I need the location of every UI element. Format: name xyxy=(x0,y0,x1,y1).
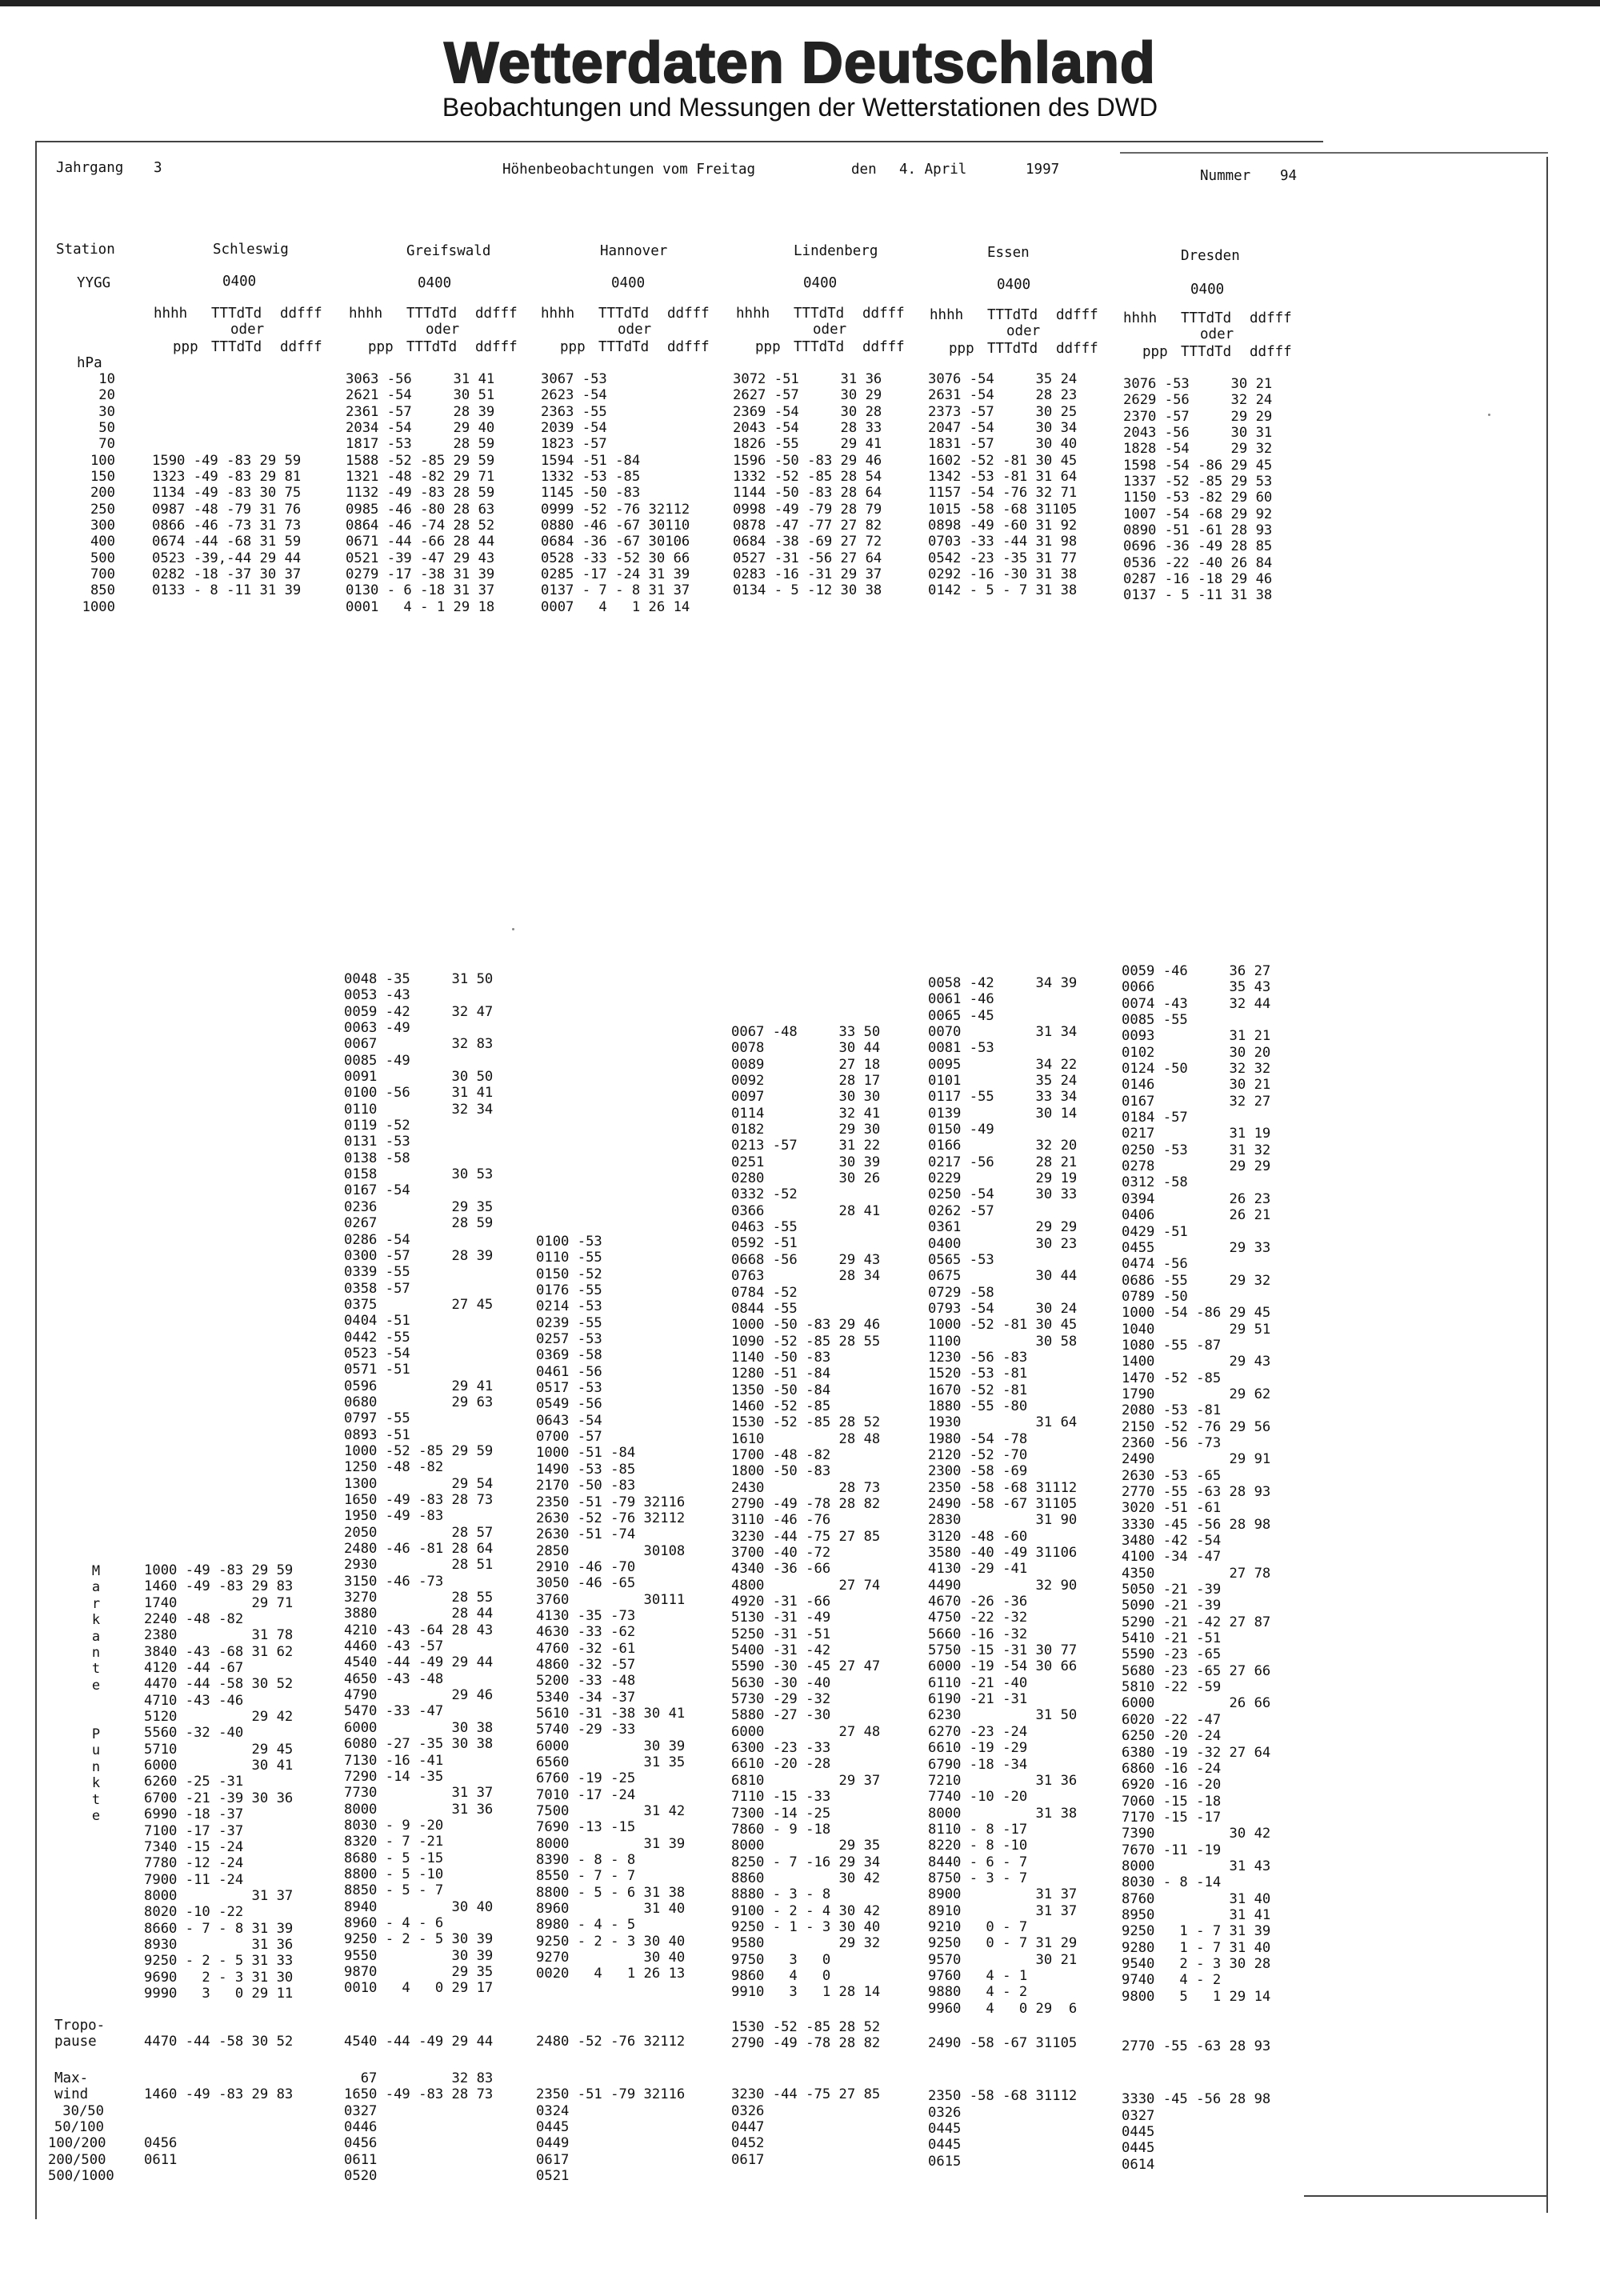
header-ppp: ppp xyxy=(1142,344,1168,360)
frame-right-border xyxy=(1546,157,1548,2213)
report-title: Höhenbeobachtungen vom Freitag xyxy=(502,162,756,178)
maxwind-essen: 2350 -58 -68 31112 0326 0445 0445 0615 xyxy=(928,2088,1078,2170)
nummer-value: 94 xyxy=(1280,168,1298,184)
header-ddfff: ddfff xyxy=(667,306,710,322)
header-ddfff-alt: ddfff xyxy=(475,339,518,355)
station-name-hannover: Hannover xyxy=(600,243,668,259)
tropo-label-2: pause xyxy=(54,2034,97,2050)
speck-mark xyxy=(512,928,514,930)
maxwind-label-2: wind xyxy=(54,2086,89,2102)
header-ttt: TTTdTd xyxy=(598,306,650,322)
header-ddfff: ddfff xyxy=(280,306,322,322)
station-time-hannover: 0400 xyxy=(611,275,646,291)
significant-hannover: 0100 -53 0110 -55 0150 -52 0176 -55 0214 -53 0239 -55 0257 -53 0369 -58 0461 -56 0517 -53 0549 -56 0643 -54 0700 -57 1000 -51 -84 1490 -53 -85 2170 -50 -83 2350 -51 -79 32116 2630 -52 -76 32112 2630 -51 -74 2850 30108 2910 -46 -70 3050 -46 -65 3760 30111 4130 -35 -73 4630 -33 -62 4760 -32 -61 4860 -32 -57 5200 -33 -48 5340 -34 -37 5610 -31 -38 30 41 5740 -29 -33 6000 30 39 6560 31 35 6760 -19 -25 7010 -17 -24 7500 31 42 7690 -13 -15 8000 31 39 8390 - 8 - 8 8550 - 7 - 7 8800 - 5 - 6 31 38 8960 31 40 8980 - 4 - 5 9250 - 2 - 3 30 40 9270 30 40 0020 4 1 26 13 xyxy=(536,1234,686,1982)
maxwind-lindenberg: 3230 -44 -75 27 85 0326 0447 0452 0617 xyxy=(731,2086,881,2168)
header-ddfff-alt: ddfff xyxy=(280,339,322,355)
header-oder: oder xyxy=(813,322,847,338)
header-oder: oder xyxy=(618,322,652,338)
header-ddfff: ddfff xyxy=(1250,310,1292,326)
header-ttt-alt: TTTdTd xyxy=(1181,344,1232,360)
header-ttt-alt: TTTdTd xyxy=(794,339,845,355)
standard-schleswig: 1590 -49 -83 29 59 1323 -49 -83 29 81 1134 -49 -83 30 75 0987 -48 -79 31 76 0866 -46 -73 31 73 0674 -44 -68 31 59 0523 -39,-44 29 44 0282 -18 -37 30 37 0133 - 8 -11 31 39 xyxy=(152,452,302,599)
header-ttt-alt: TTTdTd xyxy=(987,341,1038,357)
station-name-greifswald: Greifswald xyxy=(406,243,491,259)
report-year: 1997 xyxy=(1026,162,1060,178)
jahrgang-label: Jahrgang xyxy=(56,160,124,176)
header-ddfff-alt: ddfff xyxy=(862,339,905,355)
header-oder: oder xyxy=(1006,323,1041,339)
significant-lindenberg: 0067 -48 33 50 0078 30 44 0089 27 18 0092 28 17 0097 30 30 0114 32 41 0182 29 30 0213 -57 31 22 0251 30 39 0280 30 26 0332 -52 0366 28 41 0463 -55 0592 -51 0668 -56 29 43 0763 28 34 0784 -52 0844 -55 1000 -50 -83 29 46 1090 -52 -85 28 55 1140 -50 -83 1280 -51 -84 1350 -50 -84 1460 -52 -85 1530 -52 -85 28 52 1610 28 48 1700 -48 -82 1800 -50 -83 2430 28 73 2790 -49 -78 28 82 3110 -46 -76 3230 -44 -75 27 85 3700 -40 -72 4340 -36 -66 4800 27 74 4920 -31 -66 5130 -31 -49 5250 -31 -51 5400 -31 -42 5590 -30 -45 27 47 5630 -30 -40 5730 -29 -32 5880 -27 -30 6000 27 48 6300 -23 -33 6610 -20 -28 6810 29 37 7110 -15 -33 7300 -14 -25 7860 - 9 -18 8000 29 35 8250 - 7 -16 29 34 8860 30 42 8880 - 3 - 8 9100 - 2 - 4 30 42 9250 - 1 - 3 30 40 9580 29 32 9750 3 0 9860 4 0 9910 3 1 28 14 xyxy=(731,1024,881,2001)
frame-top-border-right xyxy=(1120,152,1548,154)
tropopause-essen: 2490 -58 -67 31105 xyxy=(928,2035,1078,2051)
header-oder: oder xyxy=(1200,326,1234,342)
header-ddfff: ddfff xyxy=(1056,307,1098,323)
speck-mark xyxy=(1488,414,1490,416)
header-ppp: ppp xyxy=(755,339,781,355)
tropopause-lindenberg: 1530 -52 -85 28 52 2790 -49 -78 28 82 xyxy=(731,2019,881,2052)
header-ddfff-alt: ddfff xyxy=(667,339,710,355)
significant-dresden: 0059 -46 36 27 0066 35 43 0074 -43 32 44 0085 -55 0093 31 21 0102 30 20 0124 -50 32 32 0146 30 21 0167 32 27 0184 -57 0217 31 19 0250 -53 31 32 0278 29 29 0312 -58 0394 26 23 0406 26 21 0429 -51 0455 29 33 0474 -56 0686 -55 29 32 0789 -50 1000 -54 -86 29 45 1040 29 51 1080 -55 -87 1400 29 43 1470 -52 -85 1790 29 62 2080 -53 -81 2150 -52 -76 29 56 2360 -56 -73 2490 29 91 2630 -53 -65 2770 -55 -63 28 93 3020 -51 -61 3330 -45 -56 28 98 3480 -42 -54 4100 -34 -47 4350 27 78 5050 -21 -39 5090 -21 -39 5290 -21 -42 27 87 5410 -21 -51 5590 -23 -65 5680 -23 -65 27 66 5810 -22 -59 6000 26 66 6020 -22 -47 6250 -20 -24 6380 -19 -32 27 64 6860 -16 -24 6920 -16 -20 7060 -15 -18 7170 -15 -17 7390 30 42 7670 -11 -19 8000 31 43 8030 - 8 -14 8760 31 40 8950 31 41 9250 1 - 7 31 39 9280 1 - 7 31 40 9540 2 - 3 30 28 9740 4 - 2 9800 5 1 29 14 xyxy=(1122,963,1271,2005)
significant-greifswald: 0048 -35 31 50 0053 -43 0059 -42 32 47 0063 -49 0067 32 83 0085 -49 0091 30 50 0100 -56 31 41 0110 32 34 0119 -52 0131 -53 0138 -58 0158 30 53 0167 -54 0236 29 35 0267 28 59 0286 -54 0300 -57 28 39 0339 -55 0358 -57 0375 27 45 0404 -51 0442 -55 0523 -54 0571 -51 0596 29 41 0680 29 63 0797 -55 0893 -51 1000 -52 -85 29 59 1250 -48 -82 1300 29 54 1650 -49 -83 28 73 1950 -49 -83 2050 28 57 2480 -46 -81 28 64 2930 28 51 3150 -46 -73 3270 28 55 3880 28 44 4210 -43 -64 28 43 4460 -43 -57 4540 -44 -49 29 44 4650 -43 -48 4790 29 46 5470 -33 -47 6000 30 38 6080 -27 -35 30 38 7130 -16 -41 7290 -14 -35 7730 31 37 8000 31 36 8030 - 9 -20 8320 - 7 -21 8680 - 5 -15 8800 - 5 -10 8850 - 5 - 7 8940 30 40 8960 - 4 - 6 9250 - 2 - 5 30 39 9550 30 39 9870 29 35 0010 4 0 29 17 xyxy=(344,971,494,1997)
header-ttt: TTTdTd xyxy=(211,306,262,322)
header-ttt-alt: TTTdTd xyxy=(598,339,650,355)
nummer-label: Nummer xyxy=(1200,168,1251,184)
tropopause-hannover: 2480 -52 -76 32112 xyxy=(536,2034,686,2050)
standard-greifswald: 3063 -56 31 41 2621 -54 30 51 2361 -57 28 39 2034 -54 29 40 1817 -53 28 59 1588 -52 -85 29 59 1321 -48 -82 29 71 1132 -49 -83 28 59 0985 -46 -80 28 63 0864 -46 -74 28 52 0671 -44 -66 28 44 0521 -39 -47 29 43 0279 -17 -38 31 39 0130 - 6 -18 31 37 0001 4 - 1 29 18 xyxy=(346,371,495,615)
station-time-schleswig: 0400 xyxy=(222,274,257,290)
significant-essen: 0058 -42 34 39 0061 -46 0065 -45 0070 31 34 0081 -53 0095 34 22 0101 35 24 0117 -55 33 34 0139 30 14 0150 -49 0166 32 20 0217 -56 28 21 0229 29 19 0250 -54 30 33 0262 -57 0361 29 29 0400 30 23 0565 -53 0675 30 44 0729 -58 0793 -54 30 24 1000 -52 -81 30 45 1100 30 58 1230 -56 -83 1520 -53 -81 1670 -52 -81 1880 -55 -80 1930 31 64 1980 -54 -78 2120 -52 -70 2300 -58 -69 2350 -58 -68 31112 2490 -58 -67 31105 2830 31 90 3120 -48 -60 3580 -40 -49 31106 4130 -29 -41 4490 32 90 4670 -26 -36 4750 -22 -32 5660 -16 -32 5750 -15 -31 30 77 6000 -19 -54 30 66 6110 -21 -40 6190 -21 -31 6230 31 50 6270 -23 -24 6610 -19 -29 6790 -18 -34 7210 31 36 7740 -10 -20 8000 31 38 8110 - 8 -17 8220 - 8 -10 8440 - 6 - 7 8750 - 3 - 7 8900 31 37 8910 31 37 9210 0 - 7 9250 0 - 7 31 29 9570 30 21 9760 4 - 1 9880 4 - 2 9960 4 0 29 6 xyxy=(928,975,1078,2017)
station-time-dresden: 0400 xyxy=(1190,282,1225,298)
top-border-line xyxy=(0,0,1600,6)
den-label: den xyxy=(851,162,877,178)
maxwind-hannover: 2350 -51 -79 32116 0324 0445 0449 0617 0521 xyxy=(536,2086,686,2185)
station-time-greifswald: 0400 xyxy=(418,275,452,291)
hpa-label: hPa xyxy=(77,355,102,371)
jahrgang-value: 3 xyxy=(154,160,162,176)
frame-left-border xyxy=(35,141,37,2219)
header-ttt: TTTdTd xyxy=(406,306,458,322)
header-ddfff: ddfff xyxy=(475,306,518,322)
frame-top-border xyxy=(35,141,1323,142)
header-oder: oder xyxy=(426,322,460,338)
page-title: Wetterdaten Deutschland xyxy=(444,31,1156,95)
header-ttt: TTTdTd xyxy=(794,306,845,322)
header-ddfff-alt: ddfff xyxy=(1056,341,1098,357)
punkte-label: Punkte xyxy=(91,1726,101,1825)
page-subtitle: Beobachtungen und Messungen der Wetterstationen des DWD xyxy=(442,93,1158,122)
tropopause-schleswig: 4470 -44 -58 30 52 xyxy=(144,2034,294,2050)
standard-lindenberg: 3072 -51 31 36 2627 -57 30 29 2369 -54 30 28 2043 -54 28 33 1826 -55 29 41 1596 -50 -83 29 46 1332 -52 -85 28 54 1144 -50 -83 28 64 0998 -49 -79 28 79 0878 -47 -77 27 82 0684 -38 -69 27 72 0527 -31 -56 27 64 0283 -16 -31 29 37 0134 - 5 -12 30 38 xyxy=(733,371,882,599)
header-ttt: TTTdTd xyxy=(1181,310,1232,326)
station-name-essen: Essen xyxy=(987,245,1030,261)
header-ttt-alt: TTTdTd xyxy=(406,339,458,355)
pressure-level-column: 10 20 30 50 70 100 150 200 250 300 400 500 700 850 1000 xyxy=(82,371,115,615)
yygg-label: YYGG xyxy=(77,275,111,291)
significant-schleswig: 1000 -49 -83 29 59 1460 -49 -83 29 83 1740 29 71 2240 -48 -82 2380 31 78 3840 -43 -68 31 62 4120 -44 -67 4470 -44 -58 30 52 4710 -43 -46 5120 29 42 5560 -32 -40 5710 29 45 6000 30 41 6260 -25 -31 6700 -21 -39 30 36 6990 -18 -37 7100 -17 -37 7340 -15 -24 7780 -12 -24 7900 -11 -24 8000 31 37 8020 -10 -22 8660 - 7 - 8 31 39 8930 31 36 9250 - 2 - 5 31 33 9690 2 - 3 31 30 9990 3 0 29 11 xyxy=(144,1562,294,2002)
markante-label: Markante xyxy=(91,1563,101,1694)
tropo-label-1: Tropo- xyxy=(54,2018,106,2034)
station-time-essen: 0400 xyxy=(997,277,1031,293)
header-hhhh: hhhh xyxy=(736,306,770,322)
station-time-lindenberg: 0400 xyxy=(803,275,838,291)
maxwind-greifswald: 67 32 83 1650 -49 -83 28 73 0327 0446 0456 0611 0520 xyxy=(344,2070,494,2185)
header-ttt-alt: TTTdTd xyxy=(211,339,262,355)
header-ppp: ppp xyxy=(949,341,974,357)
standard-hannover: 3067 -53 2623 -54 2363 -55 2039 -54 1823 -57 1594 -51 -84 1332 -53 -85 1145 -50 -83 0999 -52 -76 32112 0880 -46 -67 30110 0684 -36 -67 30106 0528 -33 -52 30 66 0285 -17 -24 31 39 0137 - 7 - 8 31 37 0007 4 1 26 14 xyxy=(541,371,690,615)
header-hhhh: hhhh xyxy=(541,306,575,322)
tropopause-dresden: 2770 -55 -63 28 93 xyxy=(1122,2038,1271,2054)
header-ttt: TTTdTd xyxy=(987,307,1038,323)
maxwind-dresden: 3330 -45 -56 28 98 0327 0445 0445 0614 xyxy=(1122,2091,1271,2173)
station-label: Station xyxy=(56,242,115,258)
maxwind-schleswig: 1460 -49 -83 29 83 0456 0611 xyxy=(144,2086,294,2168)
header-ddfff: ddfff xyxy=(862,306,905,322)
station-name-schleswig: Schleswig xyxy=(213,242,289,258)
station-name-dresden: Dresden xyxy=(1181,248,1240,264)
header-ppp: ppp xyxy=(560,339,586,355)
maxwind-label-1: Max- xyxy=(54,2070,89,2086)
header-ppp: ppp xyxy=(173,339,198,355)
maxwind-layer-labels: 30/50 50/100 100/200 200/500 500/1000 xyxy=(48,2102,114,2185)
station-name-lindenberg: Lindenberg xyxy=(794,243,878,259)
header-hhhh: hhhh xyxy=(930,307,964,323)
header-oder: oder xyxy=(230,322,265,338)
report-date: 4. April xyxy=(899,162,967,178)
tropopause-greifswald: 4540 -44 -49 29 44 xyxy=(344,2034,494,2050)
header-hhhh: hhhh xyxy=(1123,310,1158,326)
header-hhhh: hhhh xyxy=(349,306,383,322)
standard-dresden: 3076 -53 30 21 2629 -56 32 24 2370 -57 29 29 2043 -56 30 31 1828 -54 29 32 1598 -54 -86 29 45 1337 -52 -85 29 53 1150 -53 -82 29 60 1007 -54 -68 29 92 0890 -51 -61 28 93 0696 -36 -49 28 85 0536 -22 -40 26 84 0287 -16 -18 29 46 0137 - 5 -11 31 38 xyxy=(1123,376,1273,604)
header-hhhh: hhhh xyxy=(154,306,188,322)
header-ddfff-alt: ddfff xyxy=(1250,344,1292,360)
header-ppp: ppp xyxy=(368,339,394,355)
frame-bottom-border xyxy=(1304,2195,1548,2197)
standard-essen: 3076 -54 35 24 2631 -54 28 23 2373 -57 30 25 2047 -54 30 34 1831 -57 30 40 1602 -52 -81 30 45 1342 -53 -81 31 64 1157 -54 -76 32 71 1015 -58 -68 31105 0898 -49 -60 31 92 0703 -33 -44 31 98 0542 -23 -35 31 77 0292 -16 -30 31 38 0142 - 5 - 7 31 38 xyxy=(928,371,1078,599)
